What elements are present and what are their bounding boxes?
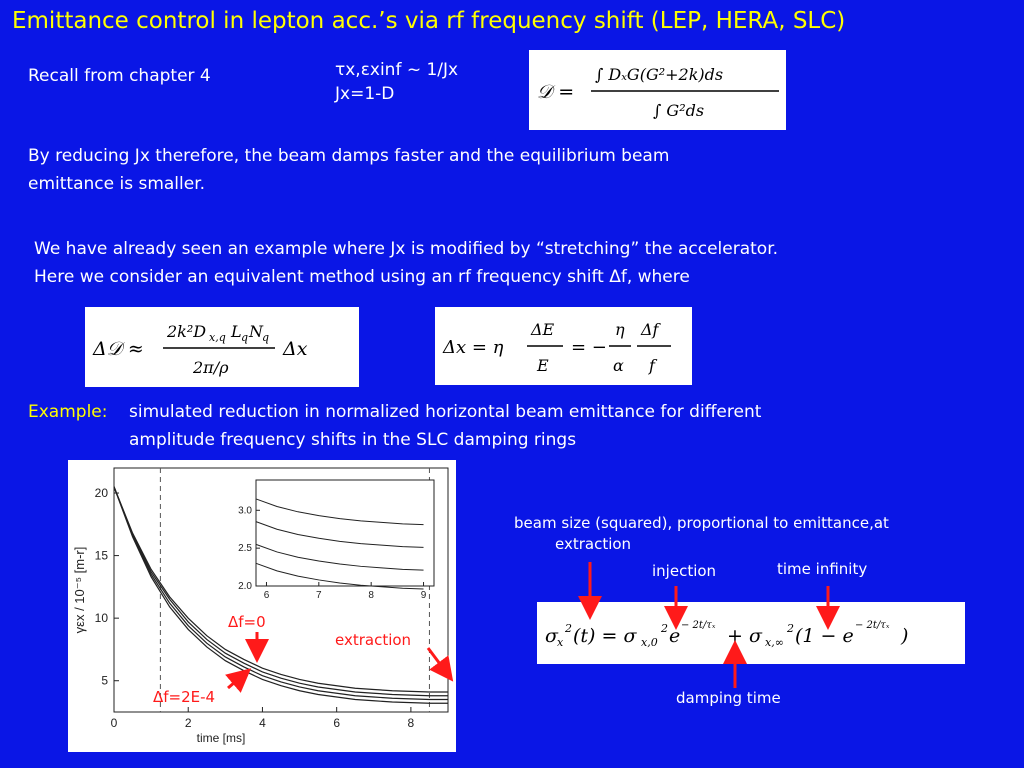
y-axis-label: γεx / 10⁻⁵ [m-r] bbox=[72, 546, 87, 634]
svg-text:∫ G²ds: ∫ G²ds bbox=[653, 101, 705, 120]
inset-y-tick-label: 2.5 bbox=[238, 543, 252, 555]
svg-text:e: e bbox=[669, 625, 681, 647]
svg-text:− 2t/τₓ: − 2t/τₓ bbox=[855, 620, 890, 631]
df0-label: Δf=0 bbox=[228, 613, 266, 631]
recall-text: Recall from chapter 4 bbox=[28, 66, 211, 86]
svg-text:2π/ρ: 2π/ρ bbox=[193, 358, 229, 377]
svg-text:x,q: x,q bbox=[209, 331, 226, 344]
inset-x-tick-label: 9 bbox=[420, 590, 427, 601]
paragraph-1-line1: By reducing Jx therefore, the beam damps faster and the equilibrium beam bbox=[28, 146, 670, 166]
svg-text:q: q bbox=[262, 331, 270, 344]
svg-text:σ: σ bbox=[545, 625, 558, 647]
x-tick-label: 4 bbox=[259, 716, 266, 730]
svg-text:2k²D: 2k²D bbox=[167, 322, 207, 341]
inset-y-tick-label: 2.0 bbox=[238, 581, 252, 592]
paragraph-2-line1: We have already seen an example where Jx is modified by “stretching” the accelerator. bbox=[34, 239, 779, 259]
svg-text:f: f bbox=[649, 356, 655, 375]
damping-time-label: damping time bbox=[676, 689, 781, 707]
damping-relation-line2: Jx=1-D bbox=[335, 84, 395, 104]
y-tick-label: 5 bbox=[101, 673, 108, 688]
svg-text:Δx = η: Δx = η bbox=[443, 337, 504, 358]
inset-y-tick-label: 3.0 bbox=[238, 505, 252, 517]
y-tick-label: 15 bbox=[94, 548, 108, 563]
page-title: Emittance control in lepton acc.’s via rf frequency shift (LEP, HERA, SLC) bbox=[12, 8, 846, 34]
svg-text:ΔE: ΔE bbox=[531, 320, 555, 339]
svg-text:x,0: x,0 bbox=[641, 636, 658, 649]
example-text-line2: amplitude frequency shifts in the SLC damping rings bbox=[129, 430, 577, 450]
svg-text:∫ DₓG(G²+2k)ds: ∫ DₓG(G²+2k)ds bbox=[595, 65, 724, 84]
svg-text:η: η bbox=[615, 320, 625, 339]
x-tick-label: 2 bbox=[184, 716, 192, 730]
svg-text:E: E bbox=[537, 356, 549, 375]
x-tick-label: 6 bbox=[333, 716, 341, 730]
svg-text:2: 2 bbox=[565, 622, 572, 635]
svg-text:Δ𝒟 ≈: Δ𝒟 ≈ bbox=[93, 338, 144, 360]
extraction-label: extraction bbox=[555, 535, 632, 553]
injection-label: injection bbox=[652, 562, 717, 580]
inset-x-tick-label: 6 bbox=[263, 590, 270, 601]
paragraph-2-line2: Here we consider an equivalent method using an rf frequency shift Δf, where bbox=[34, 267, 690, 287]
svg-text:Δf: Δf bbox=[641, 320, 659, 339]
df2e4-arrow bbox=[228, 676, 242, 688]
svg-text:x: x bbox=[557, 636, 564, 649]
chart-extraction-arrow bbox=[428, 648, 446, 672]
svg-text:(t) = σ: (t) = σ bbox=[573, 625, 637, 647]
svg-text:L: L bbox=[231, 322, 242, 341]
inset-x-tick-label: 8 bbox=[368, 590, 374, 601]
beam-size-label: beam size (squared), proportional to emittance,at bbox=[514, 514, 889, 532]
svg-text:2: 2 bbox=[787, 622, 794, 635]
svg-text:q: q bbox=[241, 331, 249, 344]
time-infinity-label: time infinity bbox=[777, 560, 868, 578]
svg-text:α: α bbox=[613, 356, 624, 375]
y-tick-label: 20 bbox=[94, 486, 108, 501]
svg-text:𝒟 =: 𝒟 = bbox=[537, 81, 575, 103]
svg-text:− 2t/τₓ: − 2t/τₓ bbox=[681, 620, 716, 631]
inset-x-tick-label: 7 bbox=[316, 590, 322, 601]
svg-text:= −: = − bbox=[571, 337, 607, 358]
x-tick-label: 8 bbox=[407, 716, 415, 730]
svg-text:N: N bbox=[249, 322, 263, 341]
svg-text:): ) bbox=[901, 625, 909, 647]
svg-text:+ σ: + σ bbox=[727, 625, 762, 647]
svg-text:Δx: Δx bbox=[283, 338, 308, 360]
x-axis-label: time [ms] bbox=[196, 731, 246, 745]
y-tick-label: 10 bbox=[94, 611, 108, 626]
svg-text:x,∞: x,∞ bbox=[765, 636, 784, 649]
damping-relation-line1: τx,εxinf ~ 1/Jx bbox=[335, 60, 459, 80]
x-tick-label: 0 bbox=[110, 716, 118, 730]
chart-extraction-label: extraction bbox=[335, 631, 412, 649]
svg-text:2: 2 bbox=[661, 622, 668, 635]
svg-text:(1 − e: (1 − e bbox=[795, 625, 854, 647]
df2e4-label: Δf=2E-4 bbox=[153, 688, 216, 706]
example-label: Example: bbox=[28, 402, 108, 422]
example-text-line1: simulated reduction in normalized horizontal beam emittance for different bbox=[129, 402, 762, 422]
paragraph-1-line2: emittance is smaller. bbox=[28, 174, 206, 194]
